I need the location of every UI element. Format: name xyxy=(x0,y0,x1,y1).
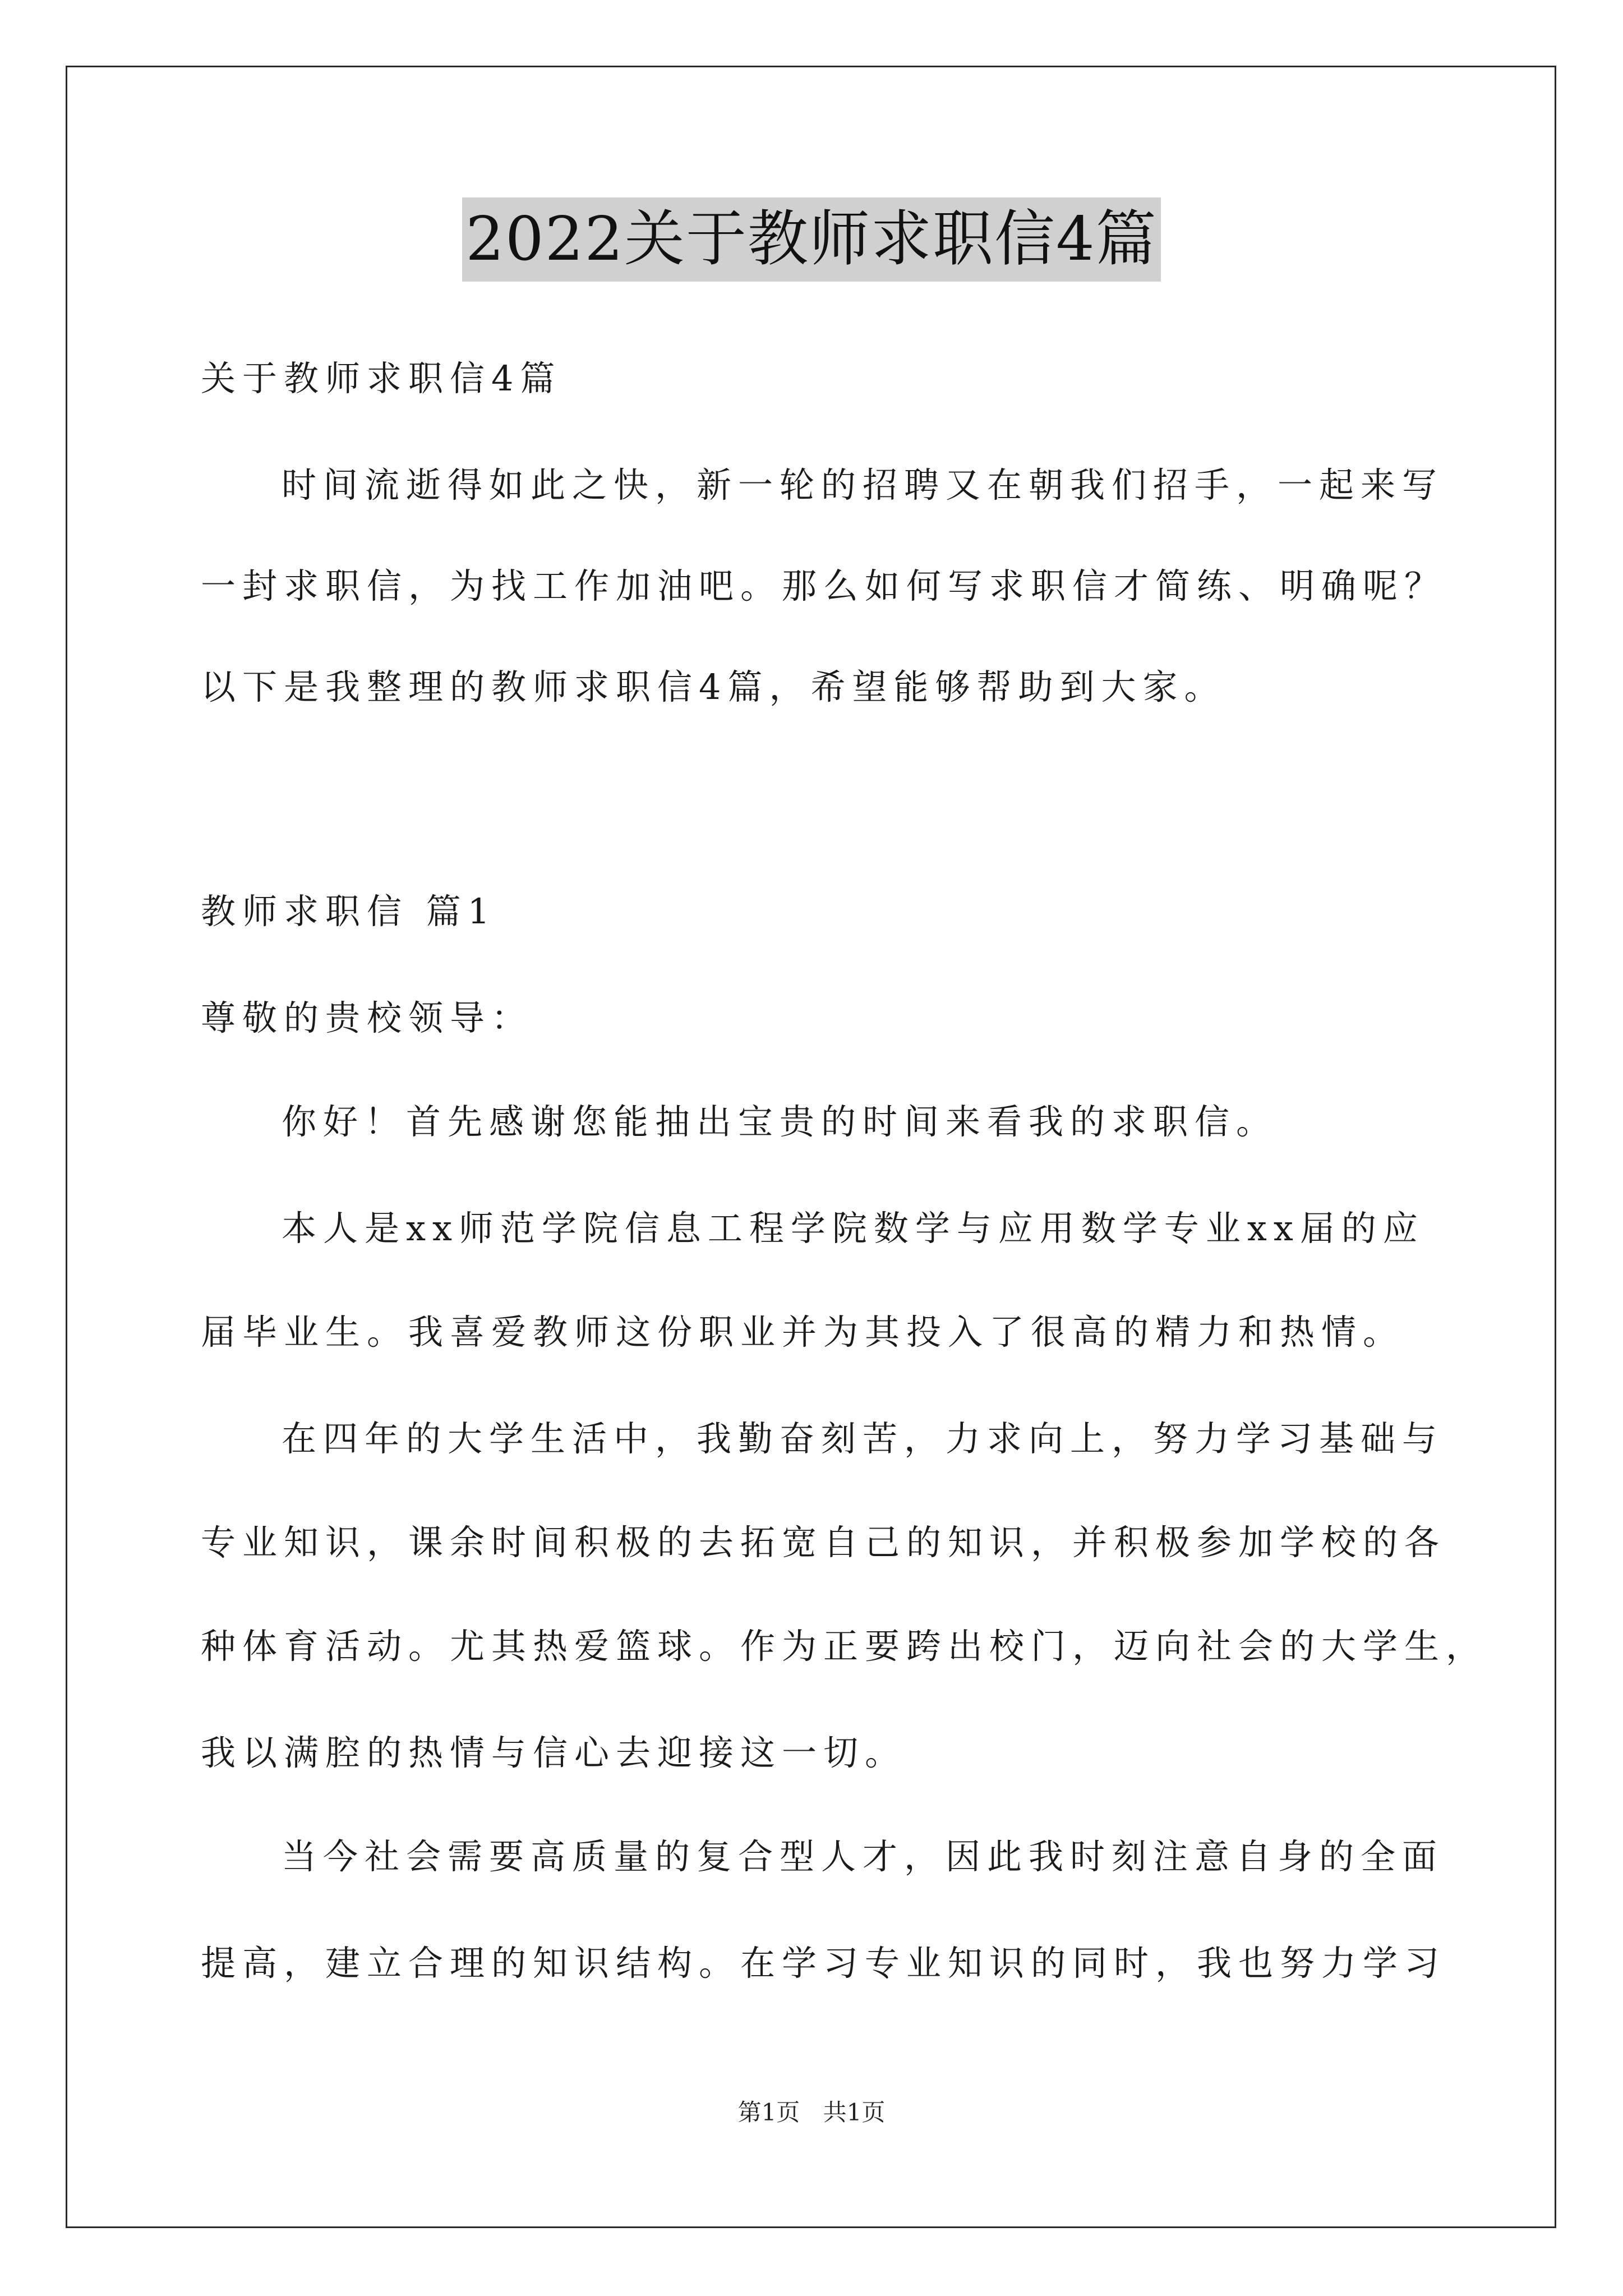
paragraph-line: 一封求职信，为找工作加油吧。那么如何写求职信才简练、明确呢？ xyxy=(201,565,1446,606)
paragraph-line: 在四年的大学生活中，我勤奋刻苦，力求向上，努力学习基础与 xyxy=(282,1418,1444,1459)
paragraph-line: 你好！首先感谢您能抽出宝贵的时间来看我的求职信。 xyxy=(282,1101,1278,1142)
page-total: 共1页 xyxy=(823,2099,886,2126)
paragraph-line: 届毕业生。我喜爱教师这份职业并为其投入了很高的精力和热情。 xyxy=(201,1312,1405,1352)
salutation: 尊敬的贵校领导： xyxy=(201,997,533,1038)
paragraph-line: 我以满腔的热情与信心去迎接这一切。 xyxy=(201,1732,907,1773)
paragraph-line: 专业知识，课余时间积极的去拓宽自己的知识，并积极参加学校的各 xyxy=(201,1522,1446,1563)
subtitle-line: 关于教师求职信4篇 xyxy=(201,358,562,399)
section-heading: 教师求职信 篇1 xyxy=(201,891,497,932)
page-number: 第1页 xyxy=(737,2099,800,2126)
document-title: 2022关于教师求职信4篇 xyxy=(462,197,1161,282)
paragraph-line: 本人是xx师范学院信息工程学院数学与应用数学专业xx届的应 xyxy=(282,1208,1424,1249)
paragraph-line: 提高，建立合理的知识结构。在学习专业知识的同时，我也努力学习 xyxy=(201,1943,1446,1984)
title-container xyxy=(0,197,1623,282)
page-footer xyxy=(0,2096,1623,2129)
paragraph-line: 种体育活动。尤其热爱篮球。作为正要跨出校门，迈向社会的大学生， xyxy=(201,1626,1488,1667)
paragraph-line: 当今社会需要高质量的复合型人才，因此我时刻注意自身的全面 xyxy=(282,1836,1444,1877)
paragraph-line: 以下是我整理的教师求职信4篇，希望能够帮助到大家。 xyxy=(201,666,1226,707)
paragraph-line: 时间流逝得如此之快，新一轮的招聘又在朝我们招手，一起来写 xyxy=(282,464,1444,505)
